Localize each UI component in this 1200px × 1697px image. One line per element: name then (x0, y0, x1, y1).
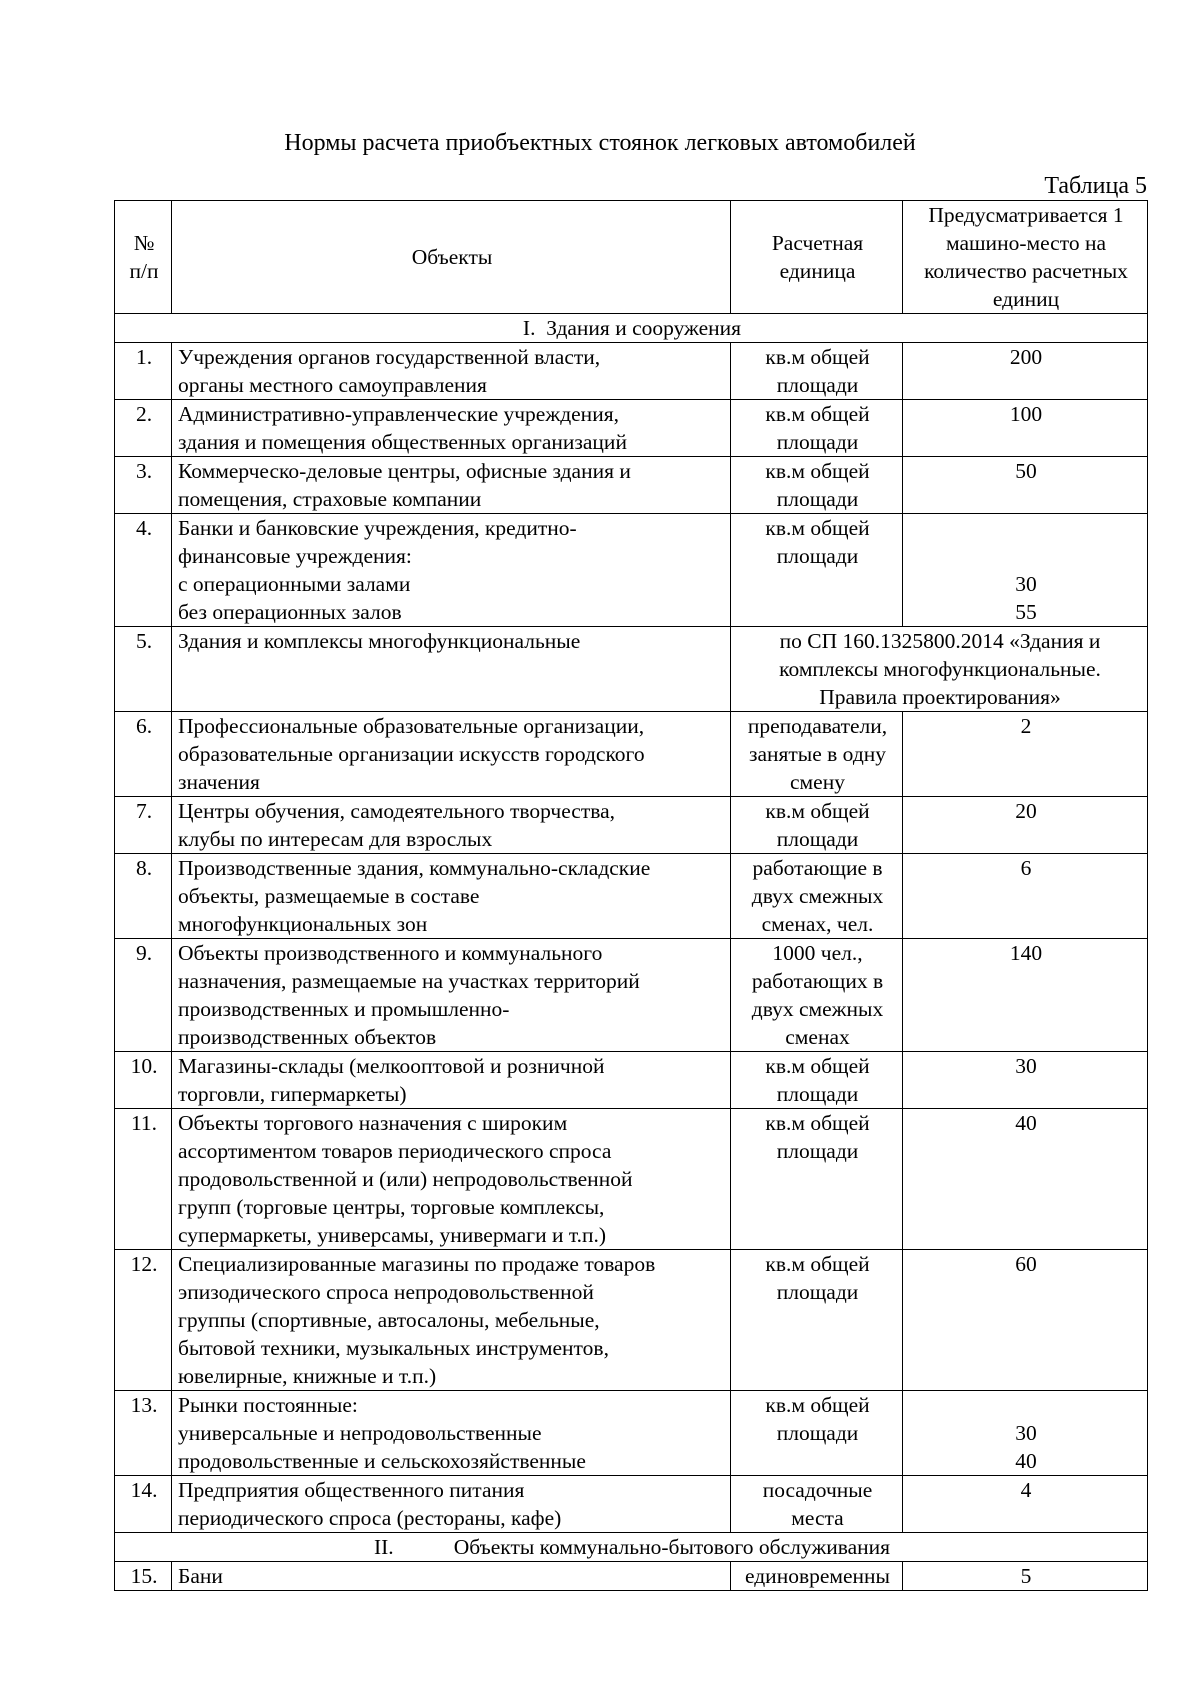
unit-line: двух смежных (751, 997, 884, 1021)
object-cell (172, 343, 731, 400)
table-row (115, 1109, 1148, 1250)
header-unit (731, 201, 903, 314)
value-cell (903, 1052, 1148, 1109)
object-cell (172, 1109, 731, 1250)
object-line: органы местного самоуправления (178, 373, 487, 397)
object-line: групп (торговые центры, торговые комплексы, (178, 1195, 605, 1219)
value-cell (903, 343, 1148, 400)
value-cell (903, 514, 1148, 627)
object-line: ассортиментом товаров периодического спроса (178, 1139, 612, 1163)
unit-line: площади (776, 544, 859, 568)
value-cell (903, 1250, 1148, 1391)
value-cell (903, 1476, 1148, 1533)
object-line: эпизодического спроса непродовольственной (178, 1280, 594, 1304)
unit-line: площади (776, 1280, 859, 1304)
unit-line: кв.м общей (765, 1111, 870, 1135)
value-line: 6 (1020, 856, 1032, 880)
unit-line: площади (776, 487, 859, 511)
unit-line: кв.м общей (765, 1393, 870, 1417)
row-number: 11. (115, 1109, 172, 1250)
object-line: с операционными залами (178, 572, 411, 596)
value-line: 200 (1009, 345, 1043, 369)
header-value-line: Предусматривается 1 (928, 203, 1124, 227)
header-unit-line: единица (779, 259, 856, 283)
value-line: 2 (1020, 714, 1032, 738)
row-number: 1. (115, 343, 172, 400)
object-line: торговли, гипермаркеты) (178, 1082, 407, 1106)
header-value-line: количество расчетных (924, 259, 1128, 283)
row-number: 13. (115, 1391, 172, 1476)
object-line: Бани (178, 1564, 223, 1588)
object-line: бытовой техники, музыкальных инструментов, (178, 1336, 609, 1360)
object-cell (172, 1391, 731, 1476)
unit-cell (731, 457, 903, 514)
object-line: объекты, размещаемые в составе (178, 884, 480, 908)
value-cell (903, 854, 1148, 939)
object-line: Магазины-склады (мелкооптовой и розничной (178, 1054, 605, 1078)
header-object: Объекты (172, 201, 731, 314)
unit-line: сменах (785, 1025, 850, 1049)
unit-line: кв.м общей (765, 402, 870, 426)
unit-cell (731, 797, 903, 854)
section-title: Объекты коммунально-бытового обслуживания (453, 1535, 891, 1559)
table-row (115, 854, 1148, 939)
object-line: группы (спортивные, автосалоны, мебельные, (178, 1308, 600, 1332)
object-line: Предприятия общественного питания (178, 1478, 525, 1502)
reference-line: комплексы многофункциональные. (779, 657, 1101, 681)
unit-line: двух смежных (751, 884, 884, 908)
unit-line: кв.м общей (765, 516, 870, 540)
object-cell (172, 627, 731, 712)
value-line: 50 (1015, 459, 1037, 483)
section-row (115, 314, 1148, 343)
row-number: 14. (115, 1476, 172, 1533)
table-label: Таблица 5 (1044, 173, 1147, 199)
table-row (115, 712, 1148, 797)
header-num-line: № (133, 231, 155, 255)
value-line: 20 (1015, 799, 1037, 823)
unit-cell (731, 514, 903, 627)
object-line: клубы по интересам для взрослых (178, 827, 493, 851)
value-line: 140 (1009, 941, 1043, 965)
row-number: 7. (115, 797, 172, 854)
unit-line: работающие в (752, 856, 883, 880)
section-heading (115, 314, 1148, 343)
unit-cell (731, 712, 903, 797)
object-line: Специализированные магазины по продаже товаров (178, 1252, 656, 1276)
unit-line: кв.м общей (765, 1252, 870, 1276)
section-row (115, 1533, 1148, 1562)
value-cell (903, 457, 1148, 514)
unit-line: 1000 чел., (772, 941, 863, 965)
object-cell (172, 1562, 731, 1591)
header-unit-line: Расчетная (771, 231, 864, 255)
object-line: Профессиональные образовательные организации, (178, 714, 645, 738)
value-cell (903, 797, 1148, 854)
object-line: Объекты производственного и коммунального (178, 941, 603, 965)
unit-line: площади (776, 827, 859, 851)
reference-line: по СП 160.1325800.2014 «Здания и (779, 629, 1101, 653)
object-line: Административно-управленческие учреждения, (178, 402, 619, 426)
unit-line: кв.м общей (765, 345, 870, 369)
object-cell (172, 797, 731, 854)
unit-line: единовременны (744, 1564, 890, 1588)
object-line: универсальные и непродовольственные (178, 1421, 542, 1445)
table-row (115, 1476, 1148, 1533)
object-line: продовольственные и сельскохозяйственные (178, 1449, 586, 1473)
table-row (115, 1562, 1148, 1591)
unit-cell (731, 1391, 903, 1476)
row-number: 8. (115, 854, 172, 939)
unit-line: площади (776, 1139, 859, 1163)
value-line: 4 (1020, 1478, 1032, 1502)
value-line: 100 (1009, 402, 1043, 426)
table-row (115, 1052, 1148, 1109)
object-line: периодического спроса (рестораны, кафе) (178, 1506, 562, 1530)
unit-line: посадочные (762, 1478, 873, 1502)
object-line: Производственные здания, коммунально-складские (178, 856, 651, 880)
object-cell (172, 712, 731, 797)
row-number: 6. (115, 712, 172, 797)
object-cell (172, 514, 731, 627)
value-line: 30 (1015, 1421, 1037, 1445)
table-row (115, 797, 1148, 854)
section-roman: I. (522, 316, 536, 340)
unit-cell (731, 1476, 903, 1533)
table-row (115, 1250, 1148, 1391)
header-value-line: машино-место на (946, 231, 1106, 255)
row-number: 2. (115, 400, 172, 457)
parking-norms-table (114, 200, 1148, 1591)
object-cell (172, 400, 731, 457)
object-line: производственных и промышленно- (178, 997, 510, 1021)
section-title: Здания и сооружения (546, 316, 742, 340)
object-line: Коммерческо-деловые центры, офисные здания и (178, 459, 631, 483)
unit-line: площади (776, 430, 859, 454)
unit-line: работающих в (751, 969, 884, 993)
unit-line: кв.м общей (765, 459, 870, 483)
value-line: 5 (1020, 1564, 1032, 1588)
unit-line: смену (790, 770, 845, 794)
value-cell (903, 1109, 1148, 1250)
table-row (115, 343, 1148, 400)
unit-cell (731, 400, 903, 457)
value-cell (903, 1562, 1148, 1591)
unit-line: кв.м общей (765, 799, 870, 823)
table-row (115, 1391, 1148, 1476)
object-line: без операционных залов (178, 600, 402, 624)
object-line: продовольственной и (или) непродовольственной (178, 1167, 633, 1191)
reference-line: Правила проектирования» (819, 685, 1061, 709)
object-cell (172, 457, 731, 514)
object-line: назначения, размещаемые на участках территорий (178, 969, 640, 993)
unit-line: преподаватели, (747, 714, 888, 738)
object-cell (172, 854, 731, 939)
unit-cell (731, 343, 903, 400)
table-row (115, 457, 1148, 514)
unit-cell (731, 939, 903, 1052)
unit-cell (731, 854, 903, 939)
object-line: Объекты торгового назначения с широким (178, 1111, 568, 1135)
row-number: 4. (115, 514, 172, 627)
object-line: супермаркеты, универсамы, универмаги и т.п.) (178, 1223, 607, 1247)
row-number: 10. (115, 1052, 172, 1109)
table-body (115, 314, 1148, 1591)
merged-reference-cell (731, 627, 1148, 712)
object-line: Центры обучения, самодеятельного творчества, (178, 799, 616, 823)
value-line (909, 514, 1143, 542)
value-cell (903, 400, 1148, 457)
object-line: помещения, страховые компании (178, 487, 482, 511)
header-num (115, 201, 172, 314)
document-title: Нормы расчета приобъектных стоянок легковых автомобилей (284, 130, 916, 156)
value-line: 40 (1015, 1449, 1037, 1473)
object-cell (172, 1052, 731, 1109)
table-row (115, 939, 1148, 1052)
unit-cell (731, 1250, 903, 1391)
object-cell (172, 1476, 731, 1533)
unit-cell (731, 1562, 903, 1591)
object-line: значения (178, 770, 260, 794)
object-line: многофункциональных зон (178, 912, 428, 936)
object-line: здания и помещения общественных организаций (178, 430, 627, 454)
header-num-line: п/п (129, 259, 159, 283)
value-cell (903, 712, 1148, 797)
row-number: 12. (115, 1250, 172, 1391)
table-row (115, 627, 1148, 712)
unit-line: кв.м общей (765, 1054, 870, 1078)
object-line: Банки и банковские учреждения, кредитно- (178, 516, 577, 540)
object-line: Учреждения органов государственной власти, (178, 345, 601, 369)
value-cell (903, 1391, 1148, 1476)
value-cell (903, 939, 1148, 1052)
unit-line: сменах, чел. (761, 912, 874, 936)
row-number: 3. (115, 457, 172, 514)
table-row (115, 514, 1148, 627)
value-line: 60 (1015, 1252, 1037, 1276)
value-line: 40 (1015, 1111, 1037, 1135)
unit-cell (731, 1052, 903, 1109)
value-line (909, 542, 1143, 570)
unit-cell (731, 1109, 903, 1250)
value-line (909, 1391, 1143, 1419)
object-line: Здания и комплексы многофункциональные (178, 629, 581, 653)
row-number: 15. (115, 1562, 172, 1591)
object-cell (172, 1250, 731, 1391)
unit-line: площади (776, 1082, 859, 1106)
object-cell (172, 939, 731, 1052)
object-line: финансовые учреждения: (178, 544, 412, 568)
unit-line: площади (776, 1421, 859, 1445)
object-line: производственных объектов (178, 1025, 437, 1049)
header-value (903, 201, 1148, 314)
unit-line: места (791, 1506, 844, 1530)
unit-line: площади (776, 373, 859, 397)
unit-line: занятые в одну (748, 742, 887, 766)
section-roman: II. (373, 1535, 394, 1559)
header-value-line: единиц (992, 287, 1060, 311)
section-heading (115, 1533, 1148, 1562)
value-line: 30 (1015, 1054, 1037, 1078)
object-line: Рынки постоянные: (178, 1393, 358, 1417)
table-row (115, 400, 1148, 457)
object-line: образовательные организации искусств городского (178, 742, 645, 766)
row-number: 5. (115, 627, 172, 712)
value-line: 55 (1015, 600, 1037, 624)
value-line: 30 (1015, 572, 1037, 596)
object-line: ювелирные, книжные и т.п.) (178, 1364, 437, 1388)
row-number: 9. (115, 939, 172, 1052)
header-row (115, 201, 1148, 314)
